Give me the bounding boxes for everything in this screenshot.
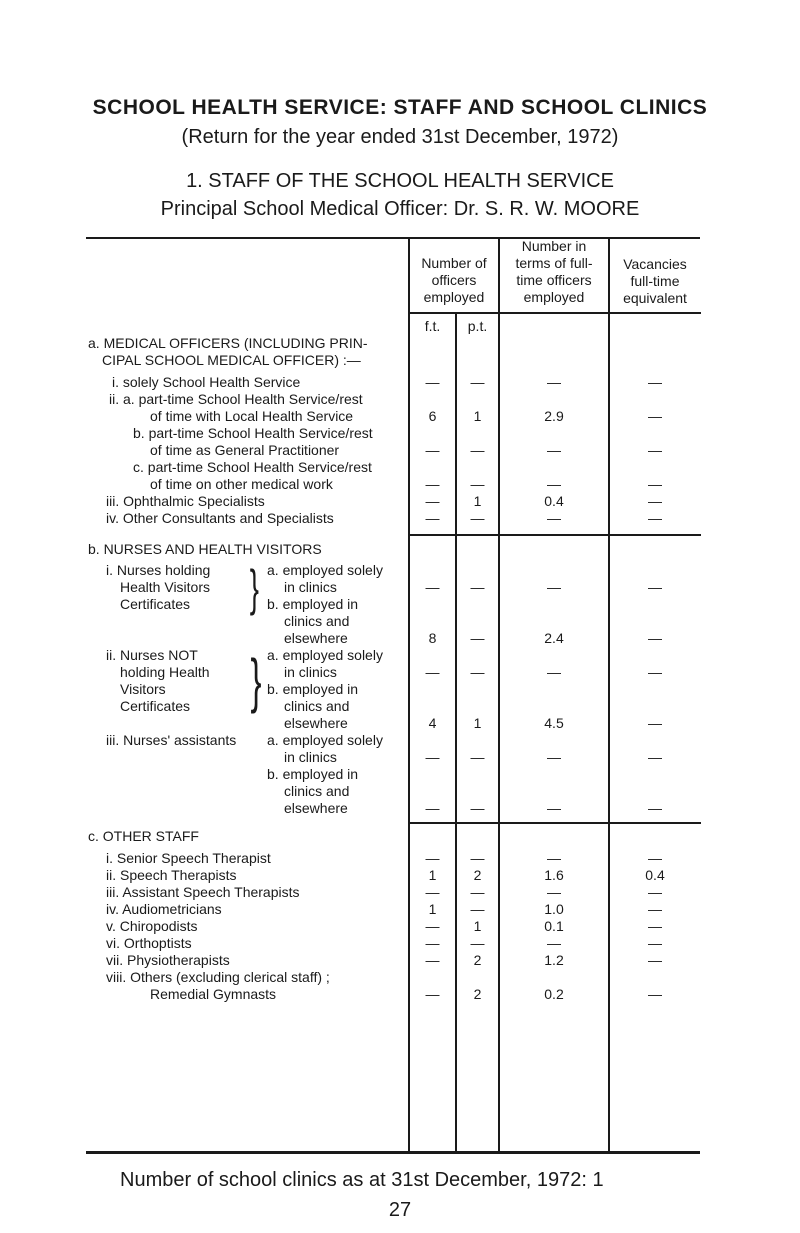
cell-pt: — xyxy=(470,884,485,900)
cell-ft: 6 xyxy=(428,408,437,424)
cell-pt: — xyxy=(470,901,485,917)
cell-pt: — xyxy=(470,935,485,951)
cell-vacancies: — xyxy=(648,952,662,968)
cell-terms: — xyxy=(547,476,561,492)
cell-ft: — xyxy=(425,579,440,595)
cell-vacancies: — xyxy=(648,918,662,934)
header-fulltime-terms: Number in terms of full- time officers employed xyxy=(515,238,593,305)
option-label: clinics and xyxy=(284,613,350,629)
cell-pt: — xyxy=(470,510,485,526)
cell-ft: — xyxy=(425,374,440,390)
cell-pt: — xyxy=(470,442,485,458)
cell-pt: — xyxy=(470,850,485,866)
option-label: b. employed in xyxy=(267,596,359,612)
row-label: of time on other medical work xyxy=(150,476,333,492)
cell-ft: — xyxy=(425,952,440,968)
cell-pt: — xyxy=(470,664,485,680)
cell-ft: — xyxy=(425,510,440,526)
row-label: ii. a. part-time School Health Service/rest xyxy=(109,391,363,407)
row-label: iii. Assistant Speech Therapists xyxy=(106,884,300,900)
section-c-rule xyxy=(408,822,701,824)
cell-pt: — xyxy=(470,749,485,765)
cell-pt: 1 xyxy=(473,408,482,424)
cell-ft: — xyxy=(425,664,440,680)
row-label: i. Senior Speech Therapist xyxy=(106,850,271,866)
cell-ft: 1 xyxy=(428,867,437,883)
section-c-heading: c. OTHER STAFF xyxy=(88,828,199,844)
row-label: iv. Audiometricians xyxy=(106,901,222,917)
cell-ft: — xyxy=(425,493,440,509)
brace-icon: } xyxy=(250,647,262,714)
cell-vacancies: — xyxy=(648,986,662,1002)
group-label: i. Nurses holding xyxy=(106,562,211,578)
row-label: of time as General Practitioner xyxy=(150,442,340,458)
header-ft: f.t. xyxy=(424,318,441,334)
cell-pt: 1 xyxy=(473,715,482,731)
section-a-heading: a. MEDICAL OFFICERS (INCLUDING PRIN- xyxy=(88,335,368,351)
row-label: c. part-time School Health Service/rest xyxy=(133,459,372,475)
row-label: b. part-time School Health Service/rest xyxy=(133,425,373,441)
cell-ft: — xyxy=(425,986,440,1002)
cell-ft: — xyxy=(425,749,440,765)
header-vacancies: Vacancies full-time equivalent xyxy=(623,256,687,306)
cell-ft: 1 xyxy=(428,901,437,917)
cell-ft: — xyxy=(425,442,440,458)
option-label: a. employed solely xyxy=(267,562,383,578)
cell-terms: 0.2 xyxy=(544,986,564,1002)
cell-ft: — xyxy=(425,800,440,816)
cell-vacancies: — xyxy=(648,664,662,680)
cell-ft: 4 xyxy=(428,715,437,731)
brace-icon: } xyxy=(249,560,259,616)
row-label: ii. Speech Therapists xyxy=(106,867,237,883)
section-heading: 1. STAFF OF THE SCHOOL HEALTH SERVICE xyxy=(186,170,614,192)
row-label: Remedial Gymnasts xyxy=(150,986,277,1002)
cell-terms: — xyxy=(547,850,561,866)
cell-vacancies: — xyxy=(648,749,662,765)
cell-pt: — xyxy=(470,800,485,816)
cell-vacancies: — xyxy=(648,850,662,866)
cell-terms: 1.6 xyxy=(544,867,564,883)
option-label: in clinics xyxy=(284,749,337,765)
cell-terms: — xyxy=(547,800,561,816)
page-title: SCHOOL HEALTH SERVICE: STAFF AND SCHOOL CLINICS xyxy=(92,96,708,119)
cell-ft: 8 xyxy=(428,630,437,646)
option-label: a. employed solely xyxy=(267,647,383,663)
cell-vacancies: — xyxy=(648,935,662,951)
section-a-heading-cont: CIPAL SCHOOL MEDICAL OFFICER) :— xyxy=(102,352,361,368)
cell-pt: 2 xyxy=(473,952,482,968)
cell-vacancies: — xyxy=(648,476,662,492)
cell-pt: — xyxy=(470,476,485,492)
cell-terms: — xyxy=(547,374,561,390)
cell-terms: — xyxy=(547,884,561,900)
cell-terms: 2.9 xyxy=(544,408,564,424)
option-label: elsewhere xyxy=(284,630,348,646)
cell-vacancies: — xyxy=(648,901,662,917)
group-label: Certificates xyxy=(120,596,191,612)
group-label: Certificates xyxy=(120,698,191,714)
row-label: iii. Ophthalmic Specialists xyxy=(106,493,265,509)
cell-terms: 0.1 xyxy=(544,918,564,934)
cell-terms: — xyxy=(547,442,561,458)
col-rule-ft-pt xyxy=(455,312,457,1152)
page-subtitle: (Return for the year ended 31st December, 1972) xyxy=(181,126,619,148)
cell-ft: — xyxy=(425,918,440,934)
cell-terms: 1.0 xyxy=(544,901,564,917)
option-label: b. employed in xyxy=(267,766,359,782)
group-label: ii. Nurses NOT xyxy=(106,647,198,663)
row-label: viii. Others (excluding clerical staff) ; xyxy=(106,969,330,985)
cell-ft: — xyxy=(425,884,440,900)
cell-pt: — xyxy=(470,630,485,646)
group-label: Health Visitors xyxy=(120,579,211,595)
row-label: of time with Local Health Service xyxy=(150,408,354,424)
option-label: elsewhere xyxy=(284,715,348,731)
section-b-rule xyxy=(408,534,701,536)
cell-vacancies: — xyxy=(648,408,662,424)
cell-vacancies: — xyxy=(648,800,662,816)
school-clinics-count: Number of school clinics as at 31st December, 1972: 1 xyxy=(120,1169,604,1191)
cell-pt: — xyxy=(470,579,485,595)
cell-pt: 2 xyxy=(473,867,482,883)
group-label: Visitors xyxy=(120,681,166,697)
option-label: in clinics xyxy=(284,579,337,595)
row-label: iv. Other Consultants and Specialists xyxy=(106,510,334,526)
row-label: v. Chiropodists xyxy=(106,918,198,934)
cell-pt: 1 xyxy=(473,493,482,509)
cell-vacancies: — xyxy=(648,715,662,731)
cell-ft: — xyxy=(425,935,440,951)
option-label: a. employed solely xyxy=(267,732,383,748)
cell-vacancies: — xyxy=(648,493,662,509)
cell-terms: 2.4 xyxy=(544,630,564,646)
cell-vacancies: 0.4 xyxy=(645,867,665,883)
option-label: b. employed in xyxy=(267,681,359,697)
cell-vacancies: — xyxy=(648,884,662,900)
cell-terms: 1.2 xyxy=(544,952,564,968)
cell-pt: 2 xyxy=(473,986,482,1002)
page-number: 27 xyxy=(388,1199,412,1221)
cell-terms: — xyxy=(547,510,561,526)
header-rule xyxy=(408,312,701,314)
option-label: elsewhere xyxy=(284,800,348,816)
option-label: clinics and xyxy=(284,698,350,714)
cell-terms: 0.4 xyxy=(544,493,564,509)
option-label: clinics and xyxy=(284,783,350,799)
header-pt: p.t. xyxy=(467,318,488,334)
cell-vacancies: — xyxy=(648,374,662,390)
cell-terms: 4.5 xyxy=(544,715,564,731)
option-label: in clinics xyxy=(284,664,337,680)
group-label: iii. Nurses' assistants xyxy=(106,732,237,748)
row-label: vii. Physiotherapists xyxy=(106,952,230,968)
cell-terms: — xyxy=(547,664,561,680)
cell-vacancies: — xyxy=(648,630,662,646)
cell-ft: — xyxy=(425,476,440,492)
cell-terms: — xyxy=(547,579,561,595)
cell-terms: — xyxy=(547,935,561,951)
section-b-heading: b. NURSES AND HEALTH VISITORS xyxy=(88,541,322,557)
cell-terms: — xyxy=(547,749,561,765)
row-label: i. solely School Health Service xyxy=(112,374,301,390)
group-label: holding Health xyxy=(120,664,210,680)
cell-pt: — xyxy=(470,374,485,390)
header-officers-employed: Number of officers employed xyxy=(421,255,487,305)
cell-pt: 1 xyxy=(473,918,482,934)
row-label: vi. Orthoptists xyxy=(106,935,192,951)
cell-vacancies: — xyxy=(648,442,662,458)
cell-vacancies: — xyxy=(648,579,662,595)
principal-officer: Principal School Medical Officer: Dr. S. R. W. MOORE xyxy=(160,198,640,220)
cell-ft: — xyxy=(425,850,440,866)
cell-vacancies: — xyxy=(648,510,662,526)
